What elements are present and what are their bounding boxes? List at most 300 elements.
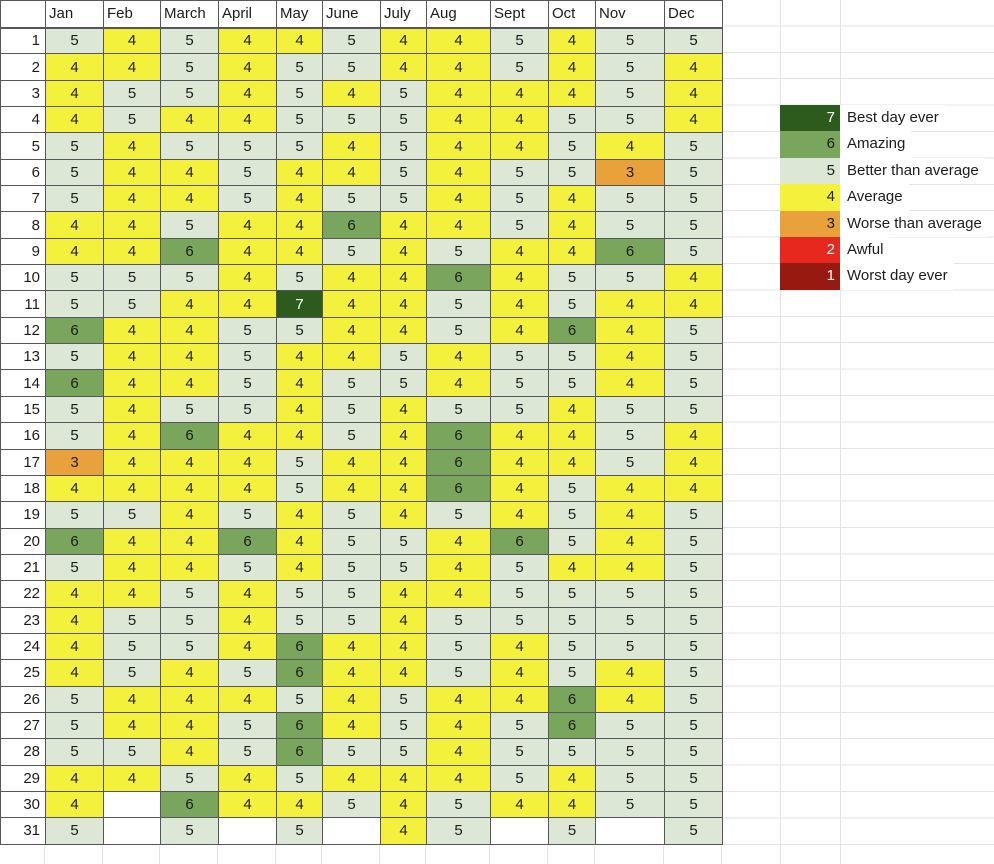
grid-cell[interactable]: 5 [323,396,381,422]
grid-cell[interactable]: 6 [427,449,491,475]
grid-cell[interactable]: 6 [427,475,491,501]
legend-swatch-cell[interactable]: 2 [780,237,840,263]
grid-cell[interactable]: 5 [277,317,323,343]
grid-cell[interactable] [596,818,665,844]
grid-cell[interactable]: 4 [219,238,277,264]
grid-cell[interactable] [104,791,161,817]
grid-cell[interactable]: 4 [323,686,381,712]
grid-cell[interactable]: 4 [46,212,104,238]
grid-cell[interactable]: 5 [596,633,665,659]
grid-cell[interactable]: 4 [323,660,381,686]
grid-cell[interactable]: 5 [277,54,323,80]
grid-cell[interactable]: 5 [104,607,161,633]
grid-cell[interactable]: 5 [596,265,665,291]
grid-cell[interactable]: 4 [161,159,219,185]
day-number-cell[interactable]: 27 [1,712,46,738]
grid-cell[interactable]: 4 [161,344,219,370]
grid-cell[interactable]: 5 [665,686,723,712]
grid-cell[interactable]: 4 [104,765,161,791]
grid-cell[interactable]: 4 [46,765,104,791]
month-header-cell-july[interactable]: July [381,1,427,28]
grid-cell[interactable]: 5 [596,712,665,738]
grid-cell[interactable]: 6 [549,712,596,738]
grid-cell[interactable]: 4 [323,449,381,475]
grid-cell[interactable]: 5 [323,370,381,396]
grid-cell[interactable]: 5 [665,791,723,817]
grid-cell[interactable]: 5 [219,317,277,343]
day-number-cell[interactable]: 22 [1,581,46,607]
grid-cell[interactable]: 5 [46,396,104,422]
grid-cell[interactable]: 4 [491,660,549,686]
grid-cell[interactable]: 5 [665,238,723,264]
grid-cell[interactable]: 4 [46,633,104,659]
grid-cell[interactable]: 5 [665,396,723,422]
grid-cell[interactable]: 5 [549,607,596,633]
grid-cell[interactable]: 5 [161,818,219,844]
month-header-cell-april[interactable]: April [219,1,277,28]
grid-cell[interactable]: 5 [491,212,549,238]
grid-cell[interactable]: 5 [381,739,427,765]
grid-cell[interactable]: 6 [161,423,219,449]
day-number-cell[interactable]: 20 [1,528,46,554]
grid-cell[interactable]: 5 [104,502,161,528]
grid-cell[interactable]: 4 [323,344,381,370]
grid-cell[interactable]: 4 [219,686,277,712]
grid-cell[interactable]: 4 [491,633,549,659]
grid-cell[interactable]: 4 [596,370,665,396]
grid-cell[interactable]: 5 [427,607,491,633]
grid-cell[interactable]: 4 [104,133,161,159]
grid-cell[interactable]: 4 [219,449,277,475]
grid-cell[interactable]: 4 [219,633,277,659]
grid-cell[interactable]: 5 [549,633,596,659]
grid-cell[interactable]: 5 [161,212,219,238]
grid-cell[interactable]: 5 [161,633,219,659]
day-number-cell[interactable]: 4 [1,107,46,133]
grid-cell[interactable]: 4 [219,54,277,80]
grid-cell[interactable]: 4 [381,475,427,501]
grid-cell[interactable]: 5 [323,554,381,580]
grid-cell[interactable]: 6 [427,423,491,449]
grid-cell[interactable]: 5 [46,502,104,528]
grid-cell[interactable]: 4 [427,107,491,133]
grid-cell[interactable]: 4 [277,396,323,422]
grid-cell[interactable]: 4 [323,80,381,106]
grid-cell[interactable]: 5 [46,133,104,159]
grid-cell[interactable]: 5 [665,502,723,528]
grid-cell[interactable]: 4 [219,212,277,238]
grid-cell[interactable]: 5 [665,607,723,633]
grid-cell[interactable]: 4 [381,449,427,475]
grid-cell[interactable]: 4 [46,791,104,817]
grid-cell[interactable]: 4 [161,317,219,343]
grid-cell[interactable]: 4 [46,475,104,501]
grid-cell[interactable]: 4 [491,475,549,501]
grid-cell[interactable]: 4 [381,212,427,238]
grid-cell[interactable]: 4 [596,502,665,528]
grid-cell[interactable]: 5 [46,344,104,370]
grid-cell[interactable]: 4 [491,133,549,159]
grid-cell[interactable]: 5 [549,502,596,528]
grid-cell[interactable]: 6 [161,238,219,264]
grid-cell[interactable]: 5 [161,133,219,159]
grid-cell[interactable]: 4 [381,818,427,844]
grid-cell[interactable]: 5 [323,528,381,554]
grid-cell[interactable]: 5 [219,712,277,738]
grid-cell[interactable]: 5 [323,581,381,607]
grid-cell[interactable]: 4 [596,475,665,501]
grid-cell[interactable]: 4 [104,186,161,212]
grid-cell[interactable]: 4 [161,528,219,554]
grid-cell[interactable]: 5 [491,712,549,738]
grid-cell[interactable]: 4 [427,133,491,159]
grid-cell[interactable]: 5 [491,370,549,396]
grid-cell[interactable]: 5 [381,107,427,133]
grid-cell[interactable]: 4 [323,765,381,791]
grid-cell[interactable]: 4 [381,502,427,528]
grid-cell[interactable]: 5 [323,739,381,765]
grid-cell[interactable]: 5 [277,107,323,133]
grid-cell[interactable]: 4 [491,502,549,528]
grid-cell[interactable]: 4 [381,581,427,607]
grid-cell[interactable]: 5 [46,712,104,738]
grid-cell[interactable]: 5 [427,291,491,317]
grid-cell[interactable]: 4 [596,317,665,343]
grid-cell[interactable]: 4 [104,212,161,238]
grid-cell[interactable]: 5 [381,133,427,159]
grid-cell[interactable]: 4 [161,660,219,686]
grid-cell[interactable]: 4 [161,186,219,212]
grid-cell[interactable]: 5 [277,80,323,106]
grid-cell[interactable]: 5 [277,265,323,291]
grid-cell[interactable]: 4 [596,660,665,686]
grid-cell[interactable]: 5 [596,607,665,633]
grid-cell[interactable]: 5 [277,765,323,791]
grid-cell[interactable]: 5 [491,739,549,765]
grid-cell[interactable]: 5 [381,554,427,580]
grid-cell[interactable]: 4 [219,291,277,317]
grid-cell[interactable]: 4 [491,423,549,449]
grid-cell[interactable]: 4 [104,581,161,607]
grid-cell[interactable]: 5 [104,739,161,765]
grid-cell[interactable]: 6 [277,712,323,738]
grid-cell[interactable]: 4 [381,660,427,686]
grid-cell[interactable]: 5 [491,159,549,185]
grid-cell[interactable]: 4 [665,107,723,133]
grid-cell[interactable]: 5 [219,554,277,580]
grid-cell[interactable]: 5 [219,370,277,396]
grid-cell[interactable]: 4 [104,554,161,580]
grid-cell[interactable]: 5 [219,739,277,765]
day-number-cell[interactable]: 14 [1,370,46,396]
grid-cell[interactable]: 5 [381,186,427,212]
grid-cell[interactable]: 5 [46,28,104,54]
grid-cell[interactable]: 5 [381,528,427,554]
grid-cell[interactable]: 4 [549,449,596,475]
grid-cell[interactable]: 5 [381,80,427,106]
grid-cell[interactable]: 5 [46,423,104,449]
grid-cell[interactable]: 5 [491,607,549,633]
grid-cell[interactable]: 4 [491,238,549,264]
grid-cell[interactable]: 5 [491,186,549,212]
grid-cell[interactable]: 4 [46,607,104,633]
grid-cell[interactable]: 5 [549,475,596,501]
month-header-cell-feb[interactable]: Feb [104,1,161,28]
grid-cell[interactable]: 4 [323,265,381,291]
grid-cell[interactable]: 4 [219,765,277,791]
legend-swatch-cell[interactable]: 7 [780,105,840,131]
grid-cell[interactable]: 4 [665,423,723,449]
grid-cell[interactable]: 4 [46,581,104,607]
grid-cell[interactable]: 5 [104,291,161,317]
grid-cell[interactable]: 5 [104,107,161,133]
month-header-cell-jan[interactable]: Jan [46,1,104,28]
grid-cell[interactable]: 5 [665,818,723,844]
grid-cell[interactable]: 4 [665,291,723,317]
grid-cell[interactable]: 5 [381,159,427,185]
grid-cell[interactable]: 5 [549,291,596,317]
grid-cell[interactable]: 5 [491,28,549,54]
day-number-cell[interactable]: 19 [1,502,46,528]
grid-cell[interactable]: 6 [46,370,104,396]
grid-cell[interactable]: 4 [104,475,161,501]
grid-cell[interactable]: 4 [323,475,381,501]
grid-cell[interactable]: 5 [665,712,723,738]
grid-cell[interactable]: 4 [549,54,596,80]
day-number-cell[interactable]: 7 [1,186,46,212]
grid-cell[interactable]: 4 [665,54,723,80]
grid-cell[interactable]: 4 [277,370,323,396]
grid-cell[interactable]: 4 [491,317,549,343]
grid-cell[interactable]: 4 [161,370,219,396]
grid-cell[interactable]: 5 [596,186,665,212]
grid-cell[interactable]: 5 [665,370,723,396]
day-number-cell[interactable]: 12 [1,317,46,343]
grid-cell[interactable]: 5 [596,107,665,133]
grid-cell[interactable]: 5 [491,344,549,370]
grid-cell[interactable]: 4 [381,238,427,264]
grid-cell[interactable]: 4 [323,712,381,738]
grid-cell[interactable]: 5 [46,554,104,580]
grid-cell[interactable]: 5 [104,660,161,686]
grid-cell[interactable]: 5 [596,739,665,765]
day-number-cell[interactable]: 18 [1,475,46,501]
grid-cell[interactable]: 5 [46,739,104,765]
grid-cell[interactable]: 5 [596,80,665,106]
grid-cell[interactable]: 4 [491,107,549,133]
grid-cell[interactable]: 6 [46,528,104,554]
grid-cell[interactable]: 6 [427,265,491,291]
grid-cell[interactable]: 5 [323,423,381,449]
day-number-cell[interactable]: 5 [1,133,46,159]
grid-cell[interactable]: 5 [665,133,723,159]
grid-cell[interactable]: 5 [596,791,665,817]
month-header-cell-may[interactable]: May [277,1,323,28]
day-number-cell[interactable]: 25 [1,660,46,686]
grid-cell[interactable]: 4 [427,528,491,554]
legend-swatch-cell[interactable]: 3 [780,211,840,237]
grid-cell[interactable]: 5 [104,265,161,291]
grid-cell[interactable]: 4 [665,449,723,475]
grid-cell[interactable]: 4 [549,212,596,238]
grid-cell[interactable]: 5 [665,344,723,370]
grid-cell[interactable]: 4 [549,423,596,449]
grid-cell[interactable]: 5 [549,818,596,844]
day-number-cell[interactable]: 9 [1,238,46,264]
grid-cell[interactable]: 4 [323,291,381,317]
grid-cell[interactable]: 4 [219,423,277,449]
grid-cell[interactable]: 4 [427,159,491,185]
grid-cell[interactable]: 4 [381,423,427,449]
month-header-cell-aug[interactable]: Aug [427,1,491,28]
grid-cell[interactable]: 5 [161,265,219,291]
grid-cell[interactable]: 5 [427,238,491,264]
grid-cell[interactable]: 4 [161,712,219,738]
grid-cell[interactable]: 5 [219,133,277,159]
grid-cell[interactable]: 5 [665,186,723,212]
grid-cell[interactable]: 5 [491,581,549,607]
grid-cell[interactable]: 4 [665,475,723,501]
grid-cell[interactable]: 4 [46,54,104,80]
grid-cell[interactable]: 4 [491,265,549,291]
grid-cell[interactable]: 5 [323,186,381,212]
grid-cell[interactable]: 5 [381,370,427,396]
grid-cell[interactable]: 4 [277,791,323,817]
grid-cell[interactable]: 4 [381,607,427,633]
grid-cell[interactable]: 5 [427,818,491,844]
grid-cell[interactable]: 4 [381,396,427,422]
corner-cell[interactable] [1,1,46,28]
grid-cell[interactable]: 5 [381,712,427,738]
day-number-cell[interactable]: 3 [1,80,46,106]
grid-cell[interactable]: 4 [549,238,596,264]
grid-cell[interactable]: 4 [104,344,161,370]
grid-cell[interactable]: 4 [277,502,323,528]
grid-cell[interactable]: 5 [323,502,381,528]
grid-cell[interactable]: 5 [219,396,277,422]
grid-cell[interactable]: 4 [219,581,277,607]
grid-cell[interactable]: 4 [427,80,491,106]
grid-cell[interactable]: 5 [323,107,381,133]
grid-cell[interactable]: 5 [104,80,161,106]
grid-cell[interactable]: 4 [549,791,596,817]
grid-cell[interactable]: 6 [277,739,323,765]
legend-swatch-cell[interactable]: 5 [780,158,840,184]
grid-cell[interactable]: 4 [219,265,277,291]
grid-cell[interactable]: 5 [427,791,491,817]
grid-cell[interactable]: 5 [665,212,723,238]
grid-cell[interactable]: 5 [665,528,723,554]
grid-cell[interactable]: 5 [665,581,723,607]
grid-cell[interactable]: 4 [277,238,323,264]
grid-cell[interactable]: 4 [161,739,219,765]
grid-cell[interactable]: 5 [277,686,323,712]
grid-cell[interactable]: 4 [427,370,491,396]
grid-cell[interactable]: 4 [161,502,219,528]
grid-cell[interactable] [491,818,549,844]
grid-cell[interactable]: 5 [549,344,596,370]
day-number-cell[interactable]: 30 [1,791,46,817]
grid-cell[interactable]: 5 [161,765,219,791]
grid-cell[interactable]: 5 [381,686,427,712]
grid-cell[interactable]: 4 [219,475,277,501]
grid-cell[interactable]: 4 [596,528,665,554]
grid-cell[interactable]: 4 [46,238,104,264]
grid-cell[interactable]: 5 [665,317,723,343]
day-number-cell[interactable]: 15 [1,396,46,422]
grid-cell[interactable]: 5 [665,739,723,765]
grid-cell[interactable]: 5 [161,396,219,422]
grid-cell[interactable]: 4 [427,54,491,80]
grid-cell[interactable]: 5 [596,765,665,791]
grid-cell[interactable]: 4 [323,159,381,185]
grid-cell[interactable]: 4 [491,449,549,475]
grid-cell[interactable]: 5 [277,581,323,607]
grid-cell[interactable]: 4 [104,317,161,343]
grid-cell[interactable]: 4 [596,291,665,317]
grid-cell[interactable]: 5 [491,54,549,80]
grid-cell[interactable]: 4 [104,396,161,422]
grid-cell[interactable]: 4 [46,107,104,133]
grid-cell[interactable]: 5 [665,159,723,185]
grid-cell[interactable]: 5 [104,633,161,659]
day-number-cell[interactable]: 17 [1,449,46,475]
grid-cell[interactable]: 6 [277,633,323,659]
grid-cell[interactable]: 4 [277,186,323,212]
grid-cell[interactable]: 5 [219,660,277,686]
grid-cell[interactable]: 5 [46,291,104,317]
grid-cell[interactable]: 4 [549,28,596,54]
grid-cell[interactable]: 4 [104,28,161,54]
grid-cell[interactable]: 4 [104,423,161,449]
grid-cell[interactable]: 5 [277,607,323,633]
grid-cell[interactable]: 5 [323,28,381,54]
grid-cell[interactable]: 5 [596,581,665,607]
day-number-cell[interactable]: 1 [1,28,46,54]
day-number-cell[interactable]: 26 [1,686,46,712]
month-header-cell-sept[interactable]: Sept [491,1,549,28]
grid-cell[interactable]: 4 [381,317,427,343]
grid-cell[interactable]: 4 [161,107,219,133]
month-header-cell-nov[interactable]: Nov [596,1,665,28]
grid-cell[interactable]: 4 [277,528,323,554]
grid-cell[interactable]: 4 [381,765,427,791]
grid-cell[interactable]: 5 [596,423,665,449]
grid-cell[interactable]: 5 [491,396,549,422]
grid-cell[interactable]: 4 [323,133,381,159]
grid-cell[interactable]: 4 [381,791,427,817]
grid-cell[interactable]: 5 [161,581,219,607]
grid-cell[interactable]: 4 [161,686,219,712]
grid-cell[interactable]: 4 [104,54,161,80]
grid-cell[interactable]: 4 [665,80,723,106]
grid-cell[interactable]: 4 [277,344,323,370]
grid-cell[interactable]: 5 [323,607,381,633]
grid-cell[interactable]: 4 [491,80,549,106]
month-header-cell-dec[interactable]: Dec [665,1,723,28]
grid-cell[interactable]: 5 [161,80,219,106]
grid-cell[interactable]: 5 [549,159,596,185]
grid-cell[interactable]: 4 [161,291,219,317]
grid-cell[interactable]: 5 [665,633,723,659]
grid-cell[interactable]: 4 [219,80,277,106]
grid-cell[interactable]: 4 [277,554,323,580]
grid-cell[interactable] [104,818,161,844]
grid-cell[interactable]: 5 [219,186,277,212]
grid-cell[interactable]: 5 [323,54,381,80]
grid-cell[interactable]: 5 [549,528,596,554]
grid-cell[interactable]: 5 [277,133,323,159]
